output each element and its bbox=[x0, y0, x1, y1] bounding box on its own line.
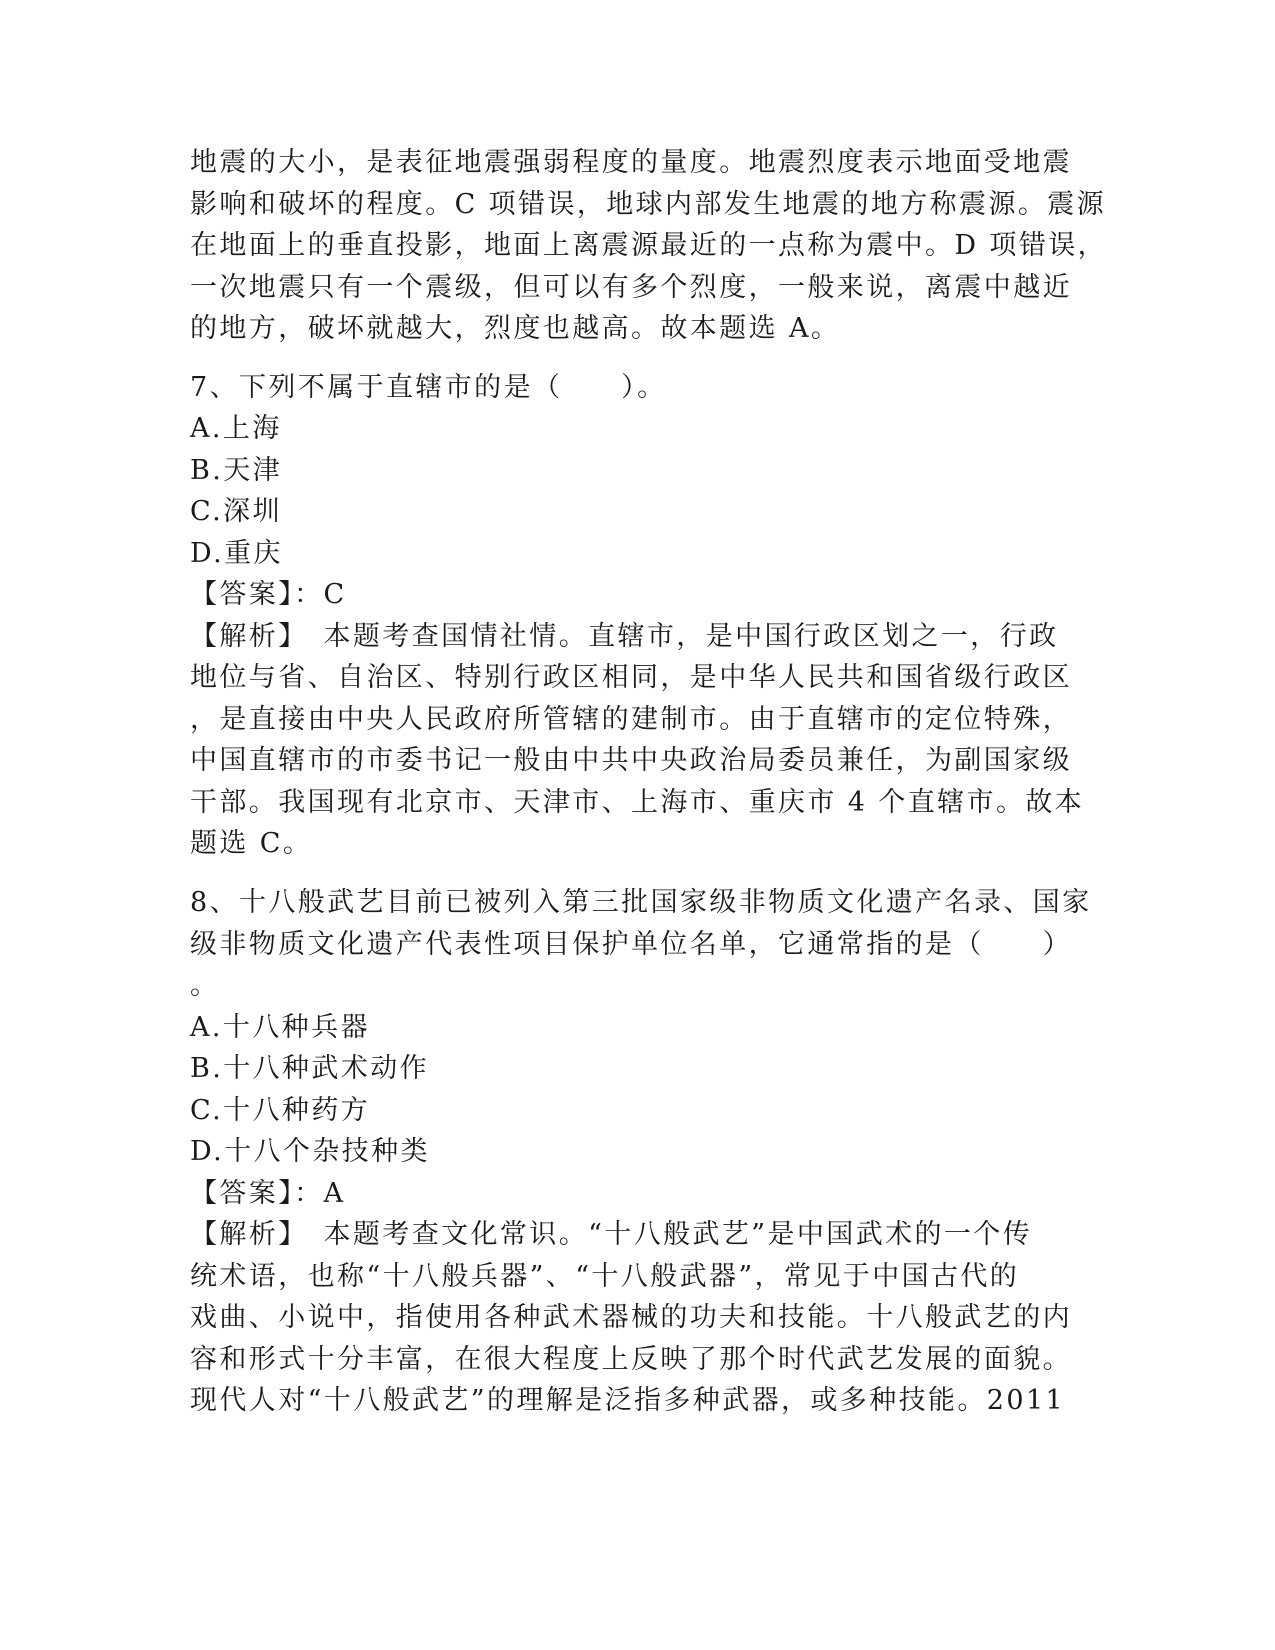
question-7-text: 7、下列不属于直辖市的是（ ）。 bbox=[190, 372, 667, 403]
question-7-analysis-line: 地位与省、自治区、特别行政区相同，是中华人民共和国省级行政区 bbox=[190, 662, 1072, 693]
question-7-analysis-line: 【解析】 本题考查国情社情。直辖市，是中国行政区划之一，行政 bbox=[190, 621, 1059, 652]
paragraph-line: 影响和破坏的程度。C 项错误，地球内部发生地震的地方称震源。震源 bbox=[190, 189, 1107, 220]
question-8-analysis-line: 现代人对“十八般武艺”的理解是泛指多种武器，或多种技能。2011 bbox=[190, 1385, 1066, 1416]
question-7-analysis-line: 干部。我国现有北京市、天津市、上海市、重庆市 4 个直辖市。故本 bbox=[190, 787, 1085, 818]
paragraph-line: 地震的大小，是表征地震强弱程度的量度。地震烈度表示地面受地震 bbox=[190, 147, 1072, 178]
question-7-option-b: B.天津 bbox=[190, 455, 283, 486]
question-8-option-d: D.十八个杂技种类 bbox=[190, 1136, 430, 1167]
question-8-analysis-line: 统术语，也称“十八般兵器”、“十八般武器”，常见于中国古代的 bbox=[190, 1261, 1020, 1292]
question-7-analysis-line: 题选 C。 bbox=[190, 828, 313, 859]
question-7-option-c: C.深圳 bbox=[190, 496, 282, 527]
paragraph-line: 的地方，破坏就越大，烈度也越高。故本题选 A。 bbox=[190, 313, 841, 344]
question-7-analysis-line: 中国直辖市的市委书记一般由中共中央政治局委员兼任，为副国家级 bbox=[190, 745, 1072, 776]
question-8-option-c: C.十八种药方 bbox=[190, 1095, 371, 1126]
question-8-text-line: 级非物质文化遗产代表性项目保护单位名单，它通常指的是（ ） bbox=[190, 929, 1072, 960]
question-8-option-b: B.十八种武术动作 bbox=[190, 1053, 430, 1084]
question-7-option-a: A.上海 bbox=[190, 413, 282, 444]
question-8-answer: 【答案】：A bbox=[190, 1178, 346, 1209]
paragraph-line: 一次地震只有一个震级，但可以有多个烈度，一般来说，离震中越近 bbox=[190, 272, 1072, 303]
question-7-analysis-line: ，是直接由中央人民政府所管辖的建制市。由于直辖市的定位特殊， bbox=[190, 704, 1072, 735]
question-8-analysis-line: 容和形式十分丰富，在很大程度上反映了那个时代武艺发展的面貌。 bbox=[190, 1344, 1072, 1375]
paragraph-line: 在地面上的垂直投影，地面上离震源最近的一点称为震中。D 项错误， bbox=[190, 230, 1108, 261]
question-8-analysis-line: 戏曲、小说中，指使用各种武术器械的功夫和技能。十八般武艺的内 bbox=[190, 1302, 1072, 1333]
question-8-text-line: 。 bbox=[190, 970, 220, 1001]
question-8-text-line: 8、十八般武艺目前已被列入第三批国家级非物质文化遗产名录、国家 bbox=[190, 887, 1092, 918]
question-8-analysis-line: 【解析】 本题考查文化常识。“十八般武艺”是中国武术的一个传 bbox=[190, 1219, 1033, 1250]
question-8-option-a: A.十八种兵器 bbox=[190, 1012, 370, 1043]
question-7-answer: 【答案】：C bbox=[190, 579, 347, 610]
question-7-option-d: D.重庆 bbox=[190, 538, 283, 569]
